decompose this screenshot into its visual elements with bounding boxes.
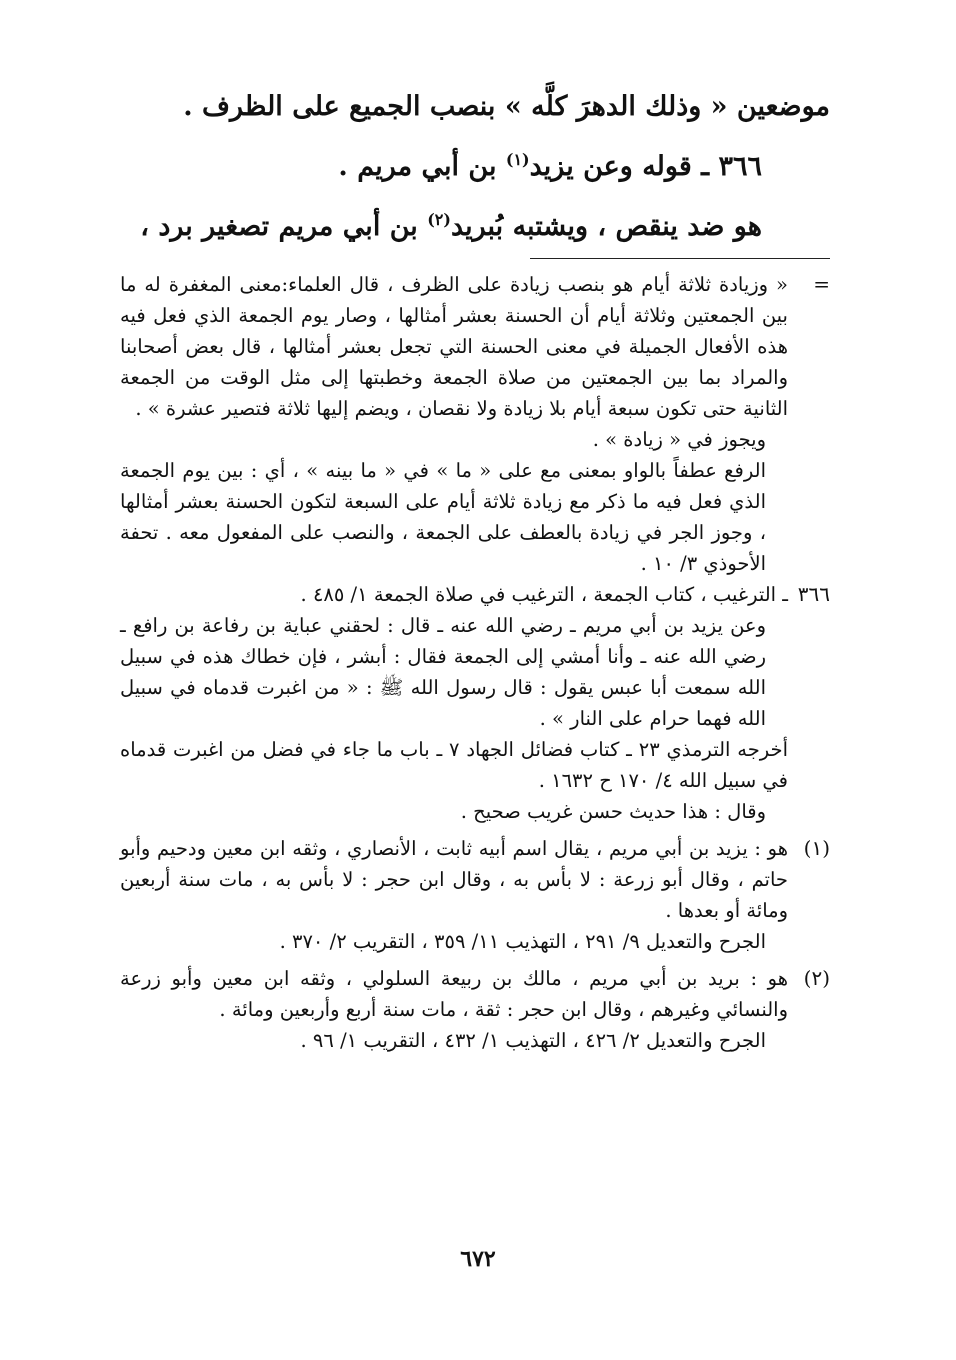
main-text-line-1: موضعين « وذلك الدهرَ كلَّه » بنصب الجميع على الظرف . (183, 91, 830, 122)
footnote-paragraph: هو : بريد بن أبي مريم ، مالك بن ربيعة السلولي ، وثقه ابن معين وأبو زرعة والنسائي وغيرهم ، وقال ابن حجر : ثقة ، مات سنة أربع وأربعين ومائة . (120, 967, 788, 1021)
footnote-ref-1[interactable]: (١) (505, 150, 530, 169)
footnote-continuation (120, 269, 830, 579)
footnote-note-2 (120, 963, 830, 1056)
footnote-marker-366: ٣٦٦ (797, 582, 830, 606)
main-text-line-2-end: بن أبي مريم . (338, 151, 506, 182)
footnote-paragraph: وعن يزيد بن أبي مريم ـ رضي الله عنه ـ قال : لحقني عباية بن رفاعة بن رافع ـ رضي الله عنه ـ وأنا أمشي إلى الجمعة فقال : أبشر ، فإن خطاك هذه في سبيل الله سمعت أبا عبس يقول : قال رسول الله ﷺ : « من اغبرت قدماه في سبيل الله فهما حرام على النار » . (120, 614, 766, 730)
footnote-ref-2[interactable]: (٢) (427, 210, 451, 229)
main-text-line-3-end: بن أبي مريم تصغير برد ، (140, 211, 428, 242)
document-page (120, 92, 830, 1056)
main-text-line-2-start: ٣٦٦ ـ قوله وعن يزيد (529, 151, 762, 182)
page-number: ٦٧٢ (460, 1246, 496, 1272)
footnote-paragraph: وقال : هذا حديث حسن غريب صحيح . (460, 800, 766, 823)
footnote-paragraph: ويجوز في « زيادة » . (592, 428, 766, 451)
footnote-paragraph: « وزيادة ثلاثة أيام هو بنصب زيادة على الظرف ، قال العلماء:معنى المغفرة له ما بين الجمعتين وثلاثة أيام أن الحسنة بعشر أمثالها ، وصار يوم الجمعة الذي فعل فيه هذه الأفعال الجميلة في معنى الحسنة التي تجعل بعشر أمثالها ، قال بعض أصحابنا والمراد بما بين الجمعتين من صلاة الجمعة وخطبتها إلى مثل الوقت من الجمعة الثانية حتى تكون سبعة أيام بلا زيادة ولا نقصان ، ويضم إليها ثلاثة فتصير عشرة » . (120, 273, 788, 420)
continuation-marker: = (813, 272, 830, 296)
main-text-line-2 (120, 152, 762, 182)
main-text-line-3 (120, 212, 762, 242)
footnote-separator (530, 258, 830, 259)
footnote-paragraph: الرفع عطفاً بالواو بمعنى مع على « ما » في « ما بينه » ، أي : بين يوم الجمعة الذي فعل فيه ما ذكر مع زيادة ثلاثة أيام على السبعة لتكون الحسنة بعشر أمثالها ، وجوز الجر في زيادة بالعطف على الجمعة ، والنصب على المفعول معه . تحفة الأحوذي ٣/ ١٠ . (120, 459, 766, 575)
footnote-marker-2: (٢) (803, 966, 830, 990)
footnote-note-1 (120, 833, 830, 957)
footnote-marker-1: (١) (803, 836, 830, 860)
footnote-paragraph: أخرجه الترمذي ٢٣ ـ كتاب فضائل الجهاد ٧ ـ باب ما جاء في فضل من اغبرت قدماه في سبيل الله ٤/ ١٧٠ ح ١٦٣٢ . (120, 738, 788, 792)
footnote-paragraph: ـ الترغيب ، كتاب الجمعة ، الترغيب في صلاة الجمعة ١/ ٤٨٥ . (300, 583, 788, 606)
footnote-paragraph: الجرح والتعديل ٩/ ٢٩١ ، التهذيب ١١/ ٣٥٩ ، التقريب ٢/ ٣٧٠ . (279, 930, 766, 953)
footnote-entry-366 (120, 579, 830, 827)
footnote-paragraph: الجرح والتعديل ٢/ ٤٢٦ ، التهذيب ١/ ٤٣٢ ، التقريب ١/ ٩٦ . (300, 1029, 766, 1052)
footnote-paragraph: هو : يزيد بن أبي مريم ، يقال اسم أبيه ثابت ، الأنصاري ، وثقه ابن معين ودحيم وأبو حاتم ، وقال أبو زرعة : لا بأس به ، وقال ابن حجر : لا بأس به ، مات سنة أربعين ومائة أو بعدها . (120, 837, 788, 922)
main-text-line-3-start: هو ضد ينقص ، ويشتبه بُبريد (450, 211, 762, 242)
